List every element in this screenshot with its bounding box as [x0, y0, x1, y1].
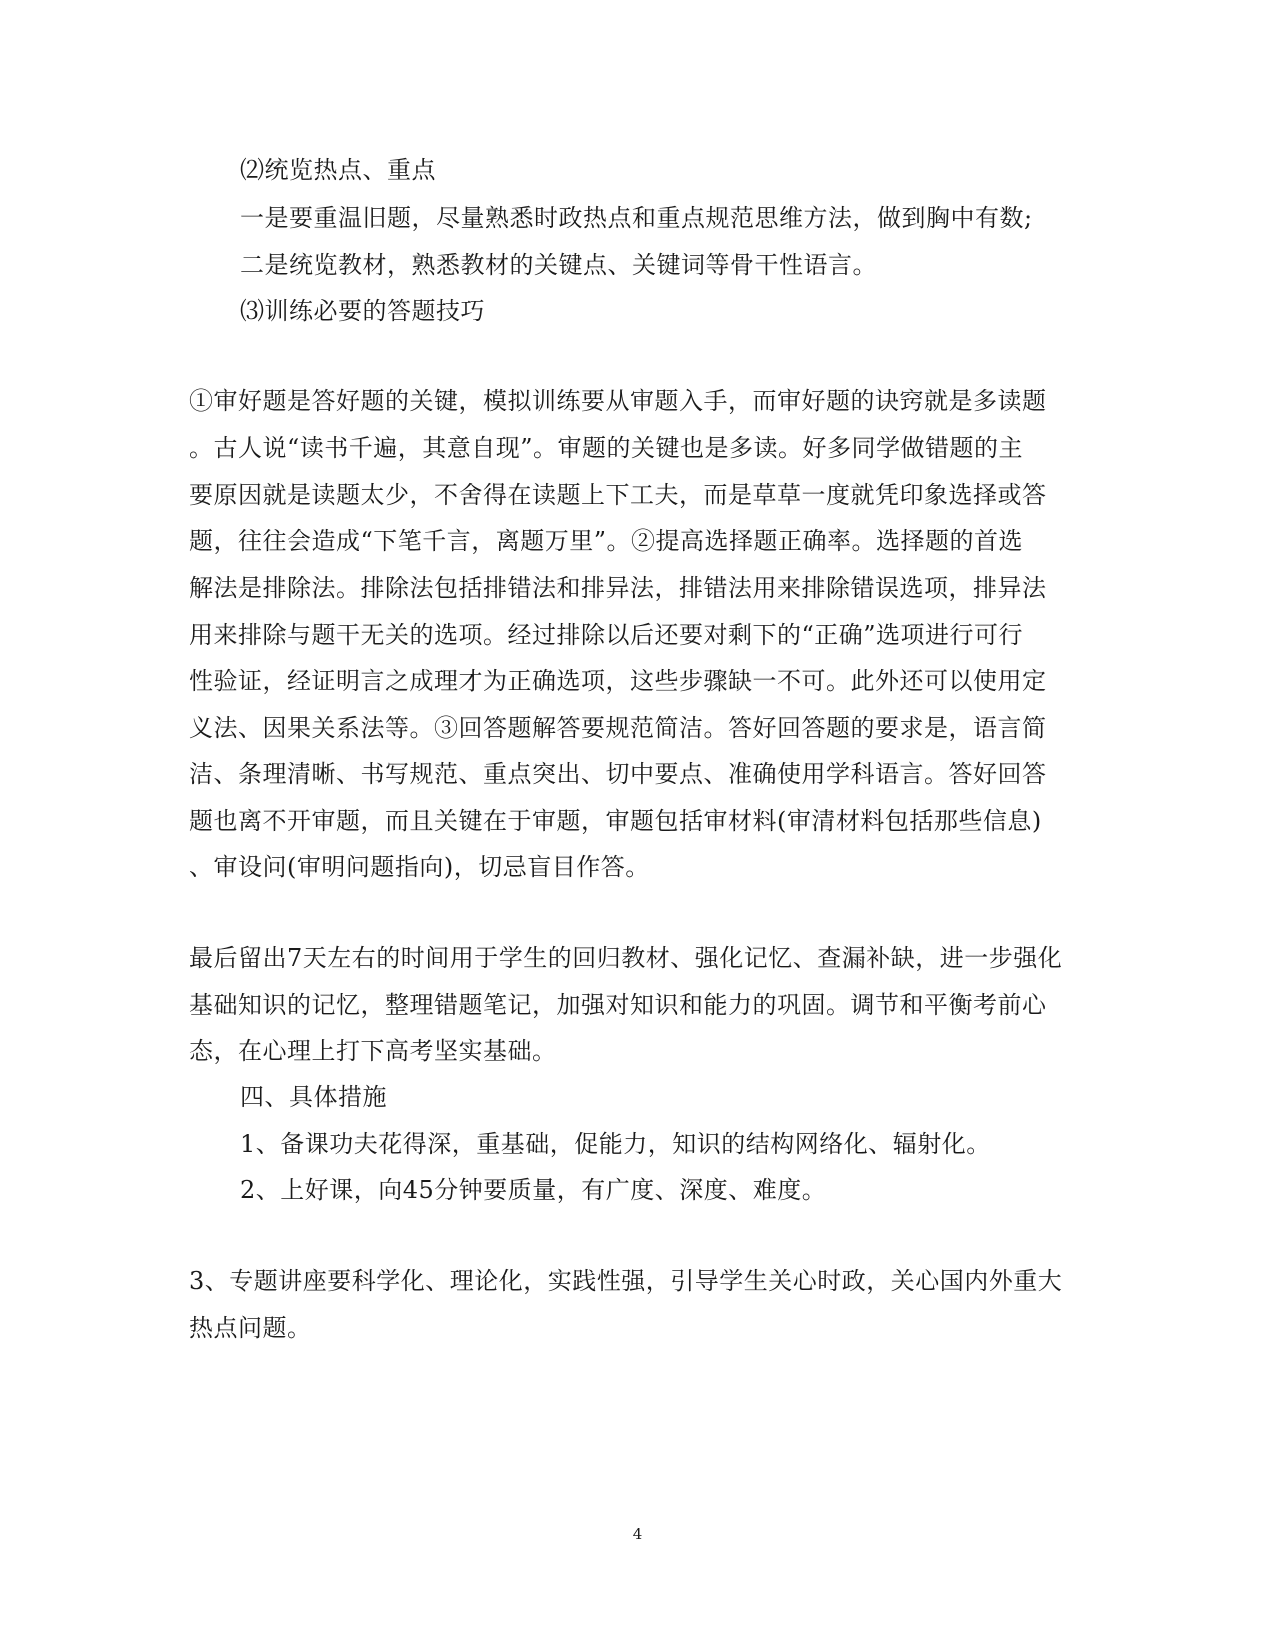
text-line: 解法是排除法。排除法包括排错法和排异法，排错法用来排除错误选项，排异法: [189, 574, 1047, 602]
text-line: 最后留出7天左右的时间用于学生的回归教材、强化记忆、查漏补缺，进一步强化: [189, 944, 1063, 972]
text-line: 题，往往会造成“下笔千言，离题万里”。②提高选择题正确率。选择题的首选: [189, 527, 1024, 555]
text-line: 一是要重温旧题，尽量熟悉时政热点和重点规范思维方法，做到胸中有数;: [240, 204, 1033, 232]
text-line: 题也离不开审题，而且关键在于审题，审题包括审材料(审清材料包括那些信息): [189, 807, 1042, 835]
text-line: 3、专题讲座要科学化、理论化，实践性强，引导学生关心时政，关心国内外重大: [189, 1267, 1063, 1295]
text-line: 性验证，经证明言之成理才为正确选项，这些步骤缺一不可。此外还可以使用定: [189, 667, 1047, 695]
text-line: 要原因就是读题太少，不舍得在读题上下工夫，而是草草一度就凭印象选择或答: [189, 481, 1047, 509]
text-line: 态，在心理上打下高考坚实基础。: [189, 1037, 557, 1065]
page-number: 4: [632, 1525, 643, 1543]
list-item: 1、备课功夫花得深，重基础，促能力，知识的结构网络化、辐射化。: [240, 1130, 991, 1158]
text-line: 热点问题。: [189, 1314, 312, 1342]
section-heading-4: 四、具体措施: [240, 1083, 387, 1111]
list-item: 2、上好课，向45分钟要质量，有广度、深度、难度。: [240, 1176, 827, 1204]
text-line: 二是统览教材，熟悉教材的关键点、关键词等骨干性语言。: [240, 251, 877, 279]
text-line: 洁、条理清晰、书写规范、重点突出、切中要点、准确使用学科语言。答好回答: [189, 760, 1047, 788]
section-heading-2: ⑵统览热点、重点: [240, 156, 436, 184]
text-line: 义法、因果关系法等。③回答题解答要规范简洁。答好回答题的要求是，语言简: [189, 714, 1047, 742]
text-line: 基础知识的记忆，整理错题笔记，加强对知识和能力的巩固。调节和平衡考前心: [189, 991, 1047, 1019]
text-line: 、审设问(审明问题指向)，切忌盲目作答。: [189, 853, 650, 881]
section-heading-3: ⑶训练必要的答题技巧: [240, 297, 485, 325]
text-line: 用来排除与题干无关的选项。经过排除以后还要对剩下的“正确”选项进行可行: [189, 621, 1024, 649]
text-line: ①审好题是答好题的关键，模拟训练要从审题入手，而审好题的诀窍就是多读题: [189, 387, 1047, 415]
text-line: 。古人说“读书千遍，其意自现”。审题的关键也是多读。好多同学做错题的主: [189, 434, 1024, 462]
